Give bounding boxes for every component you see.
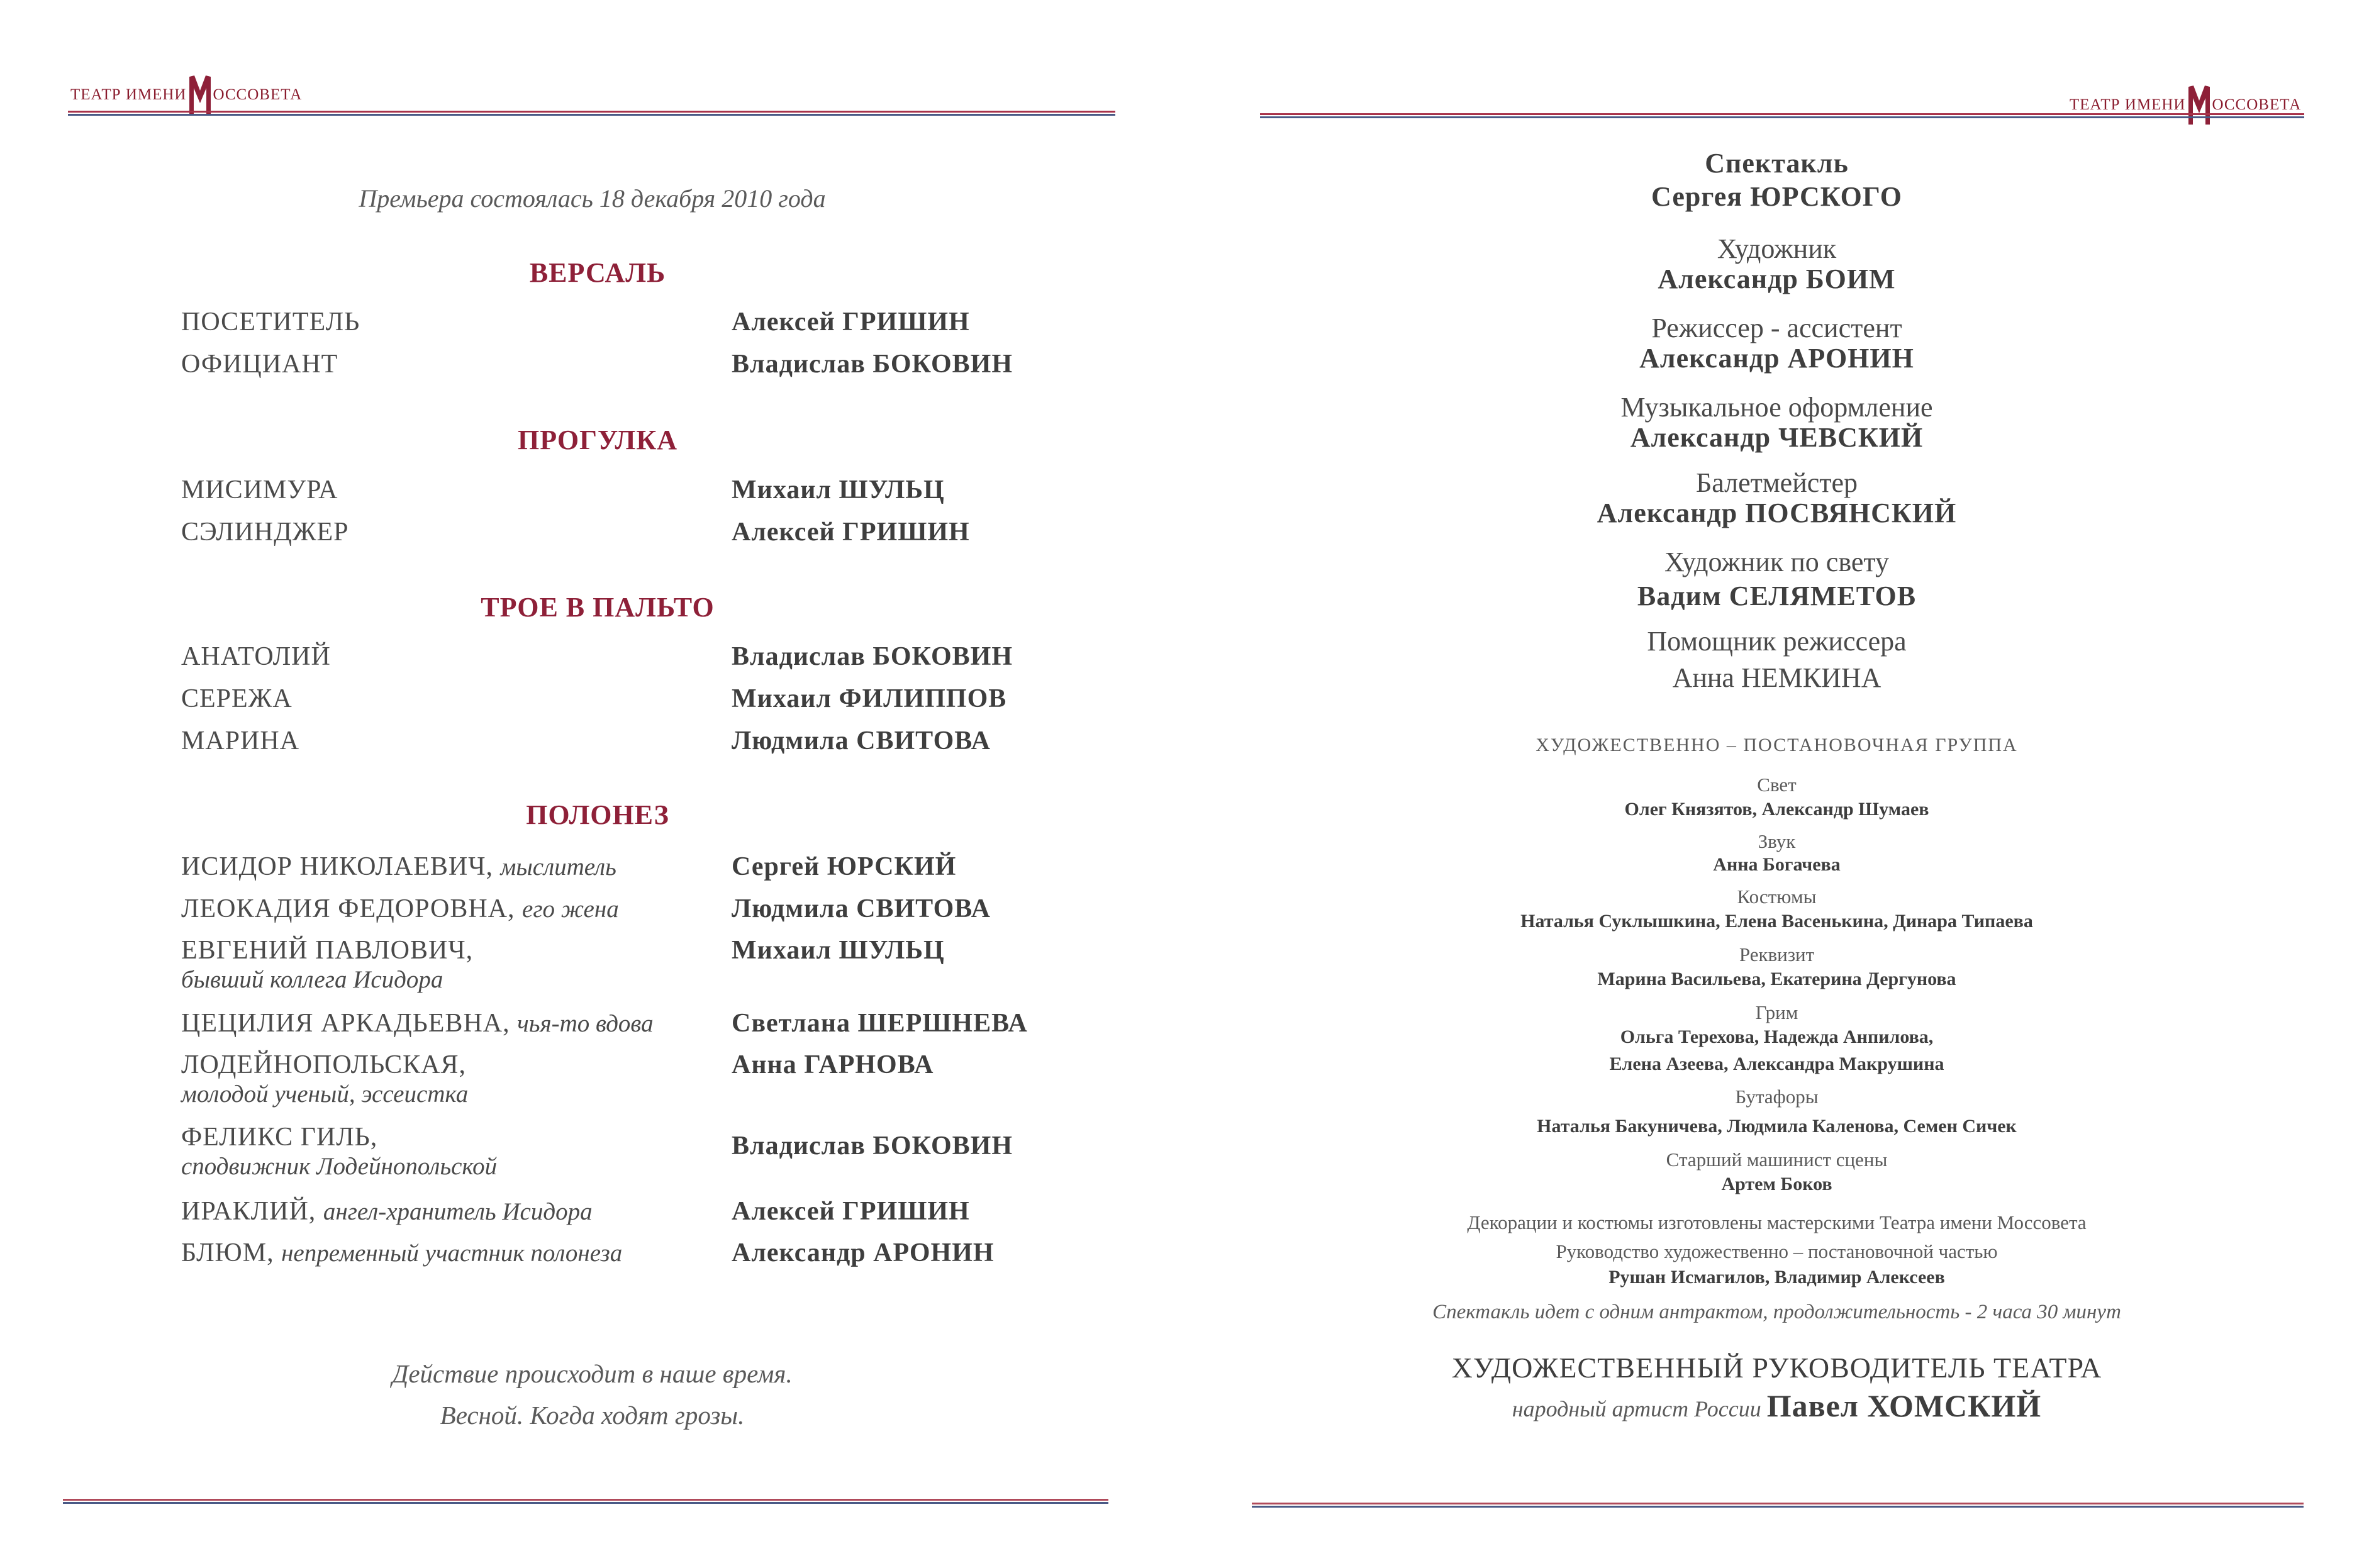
credit-title: Художник по свету [1664,547,1890,577]
duration-note: Спектакль идет с одним антрактом, продолжительность - 2 часа 30 минут [1432,1301,2121,1323]
role-description: молодой ученый, эссеистка [181,1081,469,1108]
scene-title-polonaise: ПОЛОНЕЗ [526,799,669,830]
mossovet-m-icon [188,74,212,116]
group-title: Старший машинист сцены [1666,1148,1888,1170]
setting-note-line1: Действие происходит в наше время. [392,1359,793,1388]
header-rule-right [1260,113,2304,118]
actor-name: Михаил ШУЛЬЦ [732,475,945,504]
role-name: ИРАКЛИЙ, ангел-хранитель Исидора [181,1197,593,1226]
role-description: непременный участник полонеза [281,1240,623,1267]
role-name: БЛЮМ, непременный участник полонеза [181,1238,623,1267]
actor-name: Владислав БОКОВИН [732,642,1013,671]
credit-title: Музыкальное оформление [1620,392,1933,423]
group-title: Свет [1757,774,1797,796]
artistic-director [1184,1387,2369,1424]
role-description: его жена [522,896,619,923]
left-page [0,0,1184,1568]
group-title: Грим [1755,1001,1798,1023]
credit-title: Режиссер - ассистент [1651,313,1902,343]
group-names: Артем Боков [1721,1174,1832,1194]
actor-name: Людмила СВИТОВА [732,726,991,755]
group-title: Звук [1758,830,1796,852]
actor-name: Владислав БОКОВИН [732,350,1013,379]
credit-title: Помощник режиссера [1647,626,1907,657]
role-description: сподвижник Лодейнопольской [181,1153,498,1180]
group-names: Наталья Бакуничева, Людмила Каленова, Семен Сичек [1537,1116,2017,1137]
group-title: Бутафоры [1735,1086,1819,1108]
group-names: Марина Васильева, Екатерина Дергунова [1597,969,1956,989]
actor-name: Алексей ГРИШИН [732,308,970,336]
actor-name: Владислав БОКОВИН [732,1132,1013,1160]
header-rule-left [68,111,1115,116]
scene-title-three-in-coats: ТРОЕ В ПАЛЬТО [481,592,715,623]
role-name: СЭЛИНДЖЕР [181,518,349,547]
actor-name: Алексей ГРИШИН [732,518,970,547]
director-name: Павел ХОМСКИЙ [1766,1388,2042,1423]
scene-title-versailles: ВЕРСАЛЬ [529,257,666,288]
actor-name: Анна ГАРНОВА [732,1050,934,1079]
logo-text-left: ТЕАТР ИМЕНИ [70,86,187,103]
role-name: ЛЕОКАДИЯ ФЕДОРОВНА, его жена [181,894,619,923]
actor-name: Людмила СВИТОВА [732,894,991,923]
scene-title-walk: ПРОГУЛКА [517,425,678,455]
footer-rule-right [1252,1503,2304,1508]
actor-name: Светлана ШЕРШНЕВА [732,1009,1028,1038]
role-name: ЛОДЕЙНОПОЛЬСКАЯ, [181,1050,467,1079]
role-name: АНАТОЛИЙ [181,642,331,671]
logo-text-left: ТЕАТР ИМЕНИ [2070,96,2186,113]
artistic-director-title: ХУДОЖЕСТВЕННЫЙ РУКОВОДИТЕЛЬ ТЕАТРА [1451,1352,2102,1384]
role-description: ангел-хранитель Исидора [323,1198,593,1225]
group-names: Анна Богачева [1713,854,1841,875]
group-title: Костюмы [1737,886,1817,908]
play-label: Спектакль [1705,148,1849,179]
role-name: ПОСЕТИТЕЛЬ [181,308,360,336]
logo-text-right: ОССОВЕТА [213,86,303,103]
credit-name: Александр ПОСВЯНСКИЙ [1597,498,1957,528]
role-name: ИСИДОР НИКОЛАЕВИЧ, мыслитель [181,852,616,881]
theatre-logo-left [70,74,302,116]
footer-rule-left [63,1499,1108,1504]
production-group-title: ХУДОЖЕСТВЕННО – ПОСТАНОВОЧНАЯ ГРУППА [1536,735,2018,755]
role-name: МИСИМУРА [181,475,338,504]
group-names: Олег Князятов, Александр Шумаев [1624,799,1929,820]
role-description: бывший коллега Исидора [181,966,443,993]
group-names: Елена Азеева, Александра Макрушина [1609,1054,1944,1074]
role-name: ОФИЦИАНТ [181,350,338,379]
role-name: СЕРЕЖА [181,684,293,713]
actor-name: Михаил ШУЛЬЦ [732,936,945,965]
theatre-logo-right [2070,84,2301,126]
director-honorific: народный артист России [1512,1396,1761,1421]
credit-name: Александр ЧЕВСКИЙ [1630,422,1924,453]
setting-note-line2: Весной. Когда ходят грозы. [440,1401,745,1430]
role-name: ЕВГЕНИЙ ПАВЛОВИЧ, [181,936,474,965]
role-name: ЦЕЦИЛИЯ АРКАДЬЕВНА, чья-то вдова [181,1009,654,1038]
role-name: ФЕЛИКС ГИЛЬ, [181,1123,378,1152]
premiere-date: Премьера состоялась 18 декабря 2010 года [359,184,826,213]
credit-name: Анна НЕМКИНА [1672,662,1881,693]
credit-title: Художник [1717,233,1837,264]
mossovet-m-icon [2187,84,2211,126]
group-names: Ольга Терехова, Надежда Анпилова, [1620,1026,1934,1047]
credit-name: Александр БОИМ [1658,264,1896,294]
role-description: мыслитель [500,854,616,881]
logo-text-right: ОССОВЕТА [2212,96,2302,113]
credit-name: Александр АРОНИН [1639,343,1914,374]
play-author: Сергея ЮРСКОГО [1651,181,1902,212]
group-names: Наталья Суклышкина, Елена Васенькина, Динара Типаева [1520,911,2033,931]
workshop-note: Декорации и костюмы изготовлены мастерскими Театра имени Моссовета [1467,1211,2087,1233]
management-title: Руководство художественно – постановочной частью [1556,1240,1998,1262]
credit-name: Вадим СЕЛЯМЕТОВ [1637,581,1917,611]
role-name: МАРИНА [181,726,300,755]
management-names: Рушан Исмагилов, Владимир Алексеев [1608,1267,1945,1287]
actor-name: Александр АРОНИН [732,1238,995,1267]
credit-title: Балетмейстер [1695,467,1858,498]
group-title: Реквизит [1739,943,1815,965]
actor-name: Михаил ФИЛИППОВ [732,684,1007,713]
role-description: чья-то вдова [517,1010,654,1037]
actor-name: Сергей ЮРСКИЙ [732,852,957,881]
actor-name: Алексей ГРИШИН [732,1197,970,1226]
